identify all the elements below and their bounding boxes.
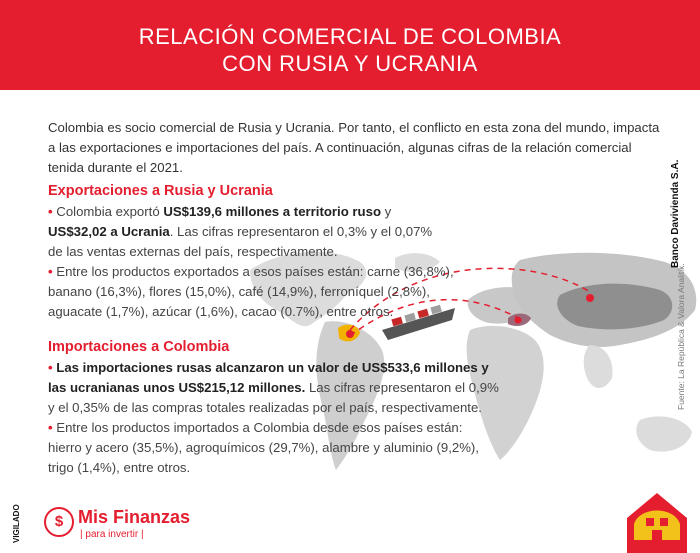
imports-bullet-1-line-3: y el 0,35% de las compras totales realizadas por el país, respectivamente. — [48, 400, 482, 415]
bullet-icon: • — [48, 420, 53, 435]
russia-highlight — [557, 284, 672, 330]
logo-tagline: | para invertir | — [80, 529, 144, 540]
colombia-marker — [346, 330, 354, 338]
exports-bullet-1-line-2: US$32,02 a Ucrania. Las cifras representaron el 0,3% y el 0,07% — [48, 224, 433, 239]
imports-bullet-1-line-2: las ucranianas unos US$215,12 millones. Las cifras representaron el 0,9% — [48, 380, 499, 395]
imports-title: Importaciones a Colombia — [48, 339, 230, 355]
imports-bullet-2-line-1: • Entre los productos importados a Colombia desde esos países están: — [48, 420, 463, 435]
davivienda-house-icon — [622, 488, 692, 553]
money-icon: $ — [44, 507, 74, 537]
russia-marker — [586, 294, 594, 302]
ukraine-marker — [515, 317, 522, 324]
vigilado-seal: VIGILADO — [12, 504, 21, 543]
page-title-line1: RELACIÓN COMERCIAL DE COLOMBIA — [138, 24, 562, 49]
imports-bullet-1-line-1: • Las importaciones rusas alcanzaron un valor de US$533,6 millones y — [48, 360, 489, 375]
bullet-icon: • — [48, 204, 53, 219]
bullet-icon: • — [48, 360, 53, 375]
intro-paragraph: Colombia es socio comercial de Rusia y Ucrania. Por tanto, el conflicto en esta zona del mundo, impacta a las exportaciones e importaciones del país. A continuación, algunas cifras de la relación comercial tenida durante el 2021. — [48, 120, 660, 175]
exports-bullet-2-line-1: • Entre los productos exportados a esos países están: carne (36,8%), — [48, 264, 454, 279]
logo-name: Mis Finanzas — [78, 507, 191, 527]
bullet-icon: • — [48, 264, 53, 279]
exports-bullet-1-line-1: • Colombia exportó US$139,6 millones a territorio ruso y — [48, 204, 392, 219]
exports-bullet-1-line-3: de las ventas externas del país, respectivamente. — [48, 244, 338, 259]
brand-side-label: Banco Davivienda S.A. — [670, 159, 681, 268]
page-title-line2: CON RUSIA Y UCRANIA — [222, 51, 478, 76]
imports-bullet-2-line-2: hierro y acero (35,5%), agroquímicos (29,7%), alambre y aluminio (9,2%), — [48, 440, 479, 455]
imports-bullet-2-line-3: trigo (1,4%), entre otros. — [48, 460, 191, 475]
source-side-label: Fuente: La República & Valora Analitik. — [676, 263, 686, 410]
exports-bullet-2-line-3: aguacate (1,7%), azúcar (1,6%), cacao (0.7%), entre otros. — [48, 304, 394, 319]
exports-title: Exportaciones a Rusia y Ucrania — [48, 183, 273, 199]
exports-bullet-2-line-2: banano (16,3%), flores (15,0%), café (14,9%), ferroníquel (2,8%), — [48, 284, 430, 299]
